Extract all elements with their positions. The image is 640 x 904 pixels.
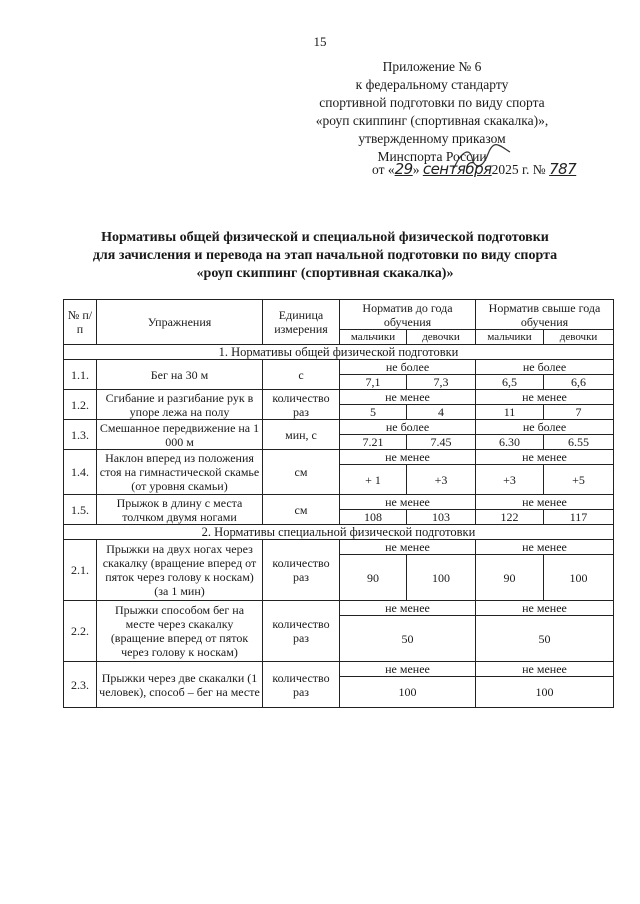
value-girls: 7.45 [407,435,476,450]
order-mid: » [412,162,420,177]
row-unit: количество раз [263,390,340,420]
row-exercise: Прыжки способом бег на месте через скакалку (вращение вперед от пяток через голову к носкам) [97,601,263,662]
row-num: 1.4. [64,450,97,495]
row-exercise: Бег на 30 м [97,360,263,390]
value-girls: 100 [407,555,476,601]
row-exercise: Прыжок в длину с места толчком двумя ногами [97,495,263,525]
row-condition: не менее [340,601,476,616]
value-boys: 108 [340,510,407,525]
row-num: 2.1. [64,540,97,601]
value-boys: 6,5 [476,375,544,390]
appendix-line: Приложение № 6 [382,59,482,74]
header-unit: Единица измерения [263,300,340,345]
row-condition: не менее [340,450,476,465]
row-num: 2.2. [64,601,97,662]
row-num: 2.3. [64,662,97,708]
row-condition: не более [476,360,614,375]
page-number: 15 [313,34,327,49]
row-condition: не менее [476,495,614,510]
appendix-line: к федеральному стандарту [355,77,509,92]
value-girls: 117 [544,510,614,525]
row-condition: не менее [340,540,476,555]
norms-table [63,299,614,708]
section-title: 2. Нормативы специальной физической подготовки [64,525,614,540]
value-girls: 100 [544,555,614,601]
order-month: сентября [422,160,492,178]
row-condition: не менее [476,540,614,555]
row-unit: количество раз [263,662,340,708]
row-num: 1.5. [64,495,97,525]
value-boys: + 1 [340,465,407,495]
value-girls: +3 [407,465,476,495]
value-girls: 103 [407,510,476,525]
row-unit: см [263,450,340,495]
order-day: 29 [394,160,413,178]
header-girls: девочки [544,330,614,345]
value-combined: 50 [476,616,614,662]
order-number: 787 [549,160,577,178]
value-combined: 50 [340,616,476,662]
title-line: «роуп скиппинг (спортивная скакалка)» [196,266,454,281]
header-girls: девочки [407,330,476,345]
value-girls: 6,6 [544,375,614,390]
value-boys: 7.21 [340,435,407,450]
row-exercise: Прыжки через две скакалки (1 человек), способ – бег на месте [97,662,263,708]
row-unit: см [263,495,340,525]
order-prefix: от « [372,162,395,177]
appendix-line: спортивной подготовки по виду спорта [319,95,545,110]
value-boys: 5 [340,405,407,420]
appendix-line: «роуп скиппинг (спортивная скакалка)», [315,113,549,128]
row-condition: не менее [476,450,614,465]
row-condition: не менее [476,662,614,677]
appendix-line: утвержденному приказом [358,131,506,146]
value-girls: 7 [544,405,614,420]
value-boys: +3 [476,465,544,495]
title-line: Нормативы общей физической и специальной физической подготовки [101,230,549,245]
row-exercise: Сгибание и разгибание рук в упоре лежа на полу [97,390,263,420]
header-group-first-year: Норматив до года обучения [340,300,476,330]
row-condition: не менее [340,390,476,405]
header-num: № п/п [64,300,97,345]
header-group-over-year: Норматив свыше года обучения [476,300,614,330]
row-condition: не более [476,420,614,435]
row-num: 1.3. [64,420,97,450]
row-condition: не менее [340,662,476,677]
row-num: 1.1. [64,360,97,390]
value-girls: 7,3 [407,375,476,390]
row-num: 1.2. [64,390,97,420]
value-combined: 100 [476,677,614,708]
signature-flourish [452,144,512,174]
value-boys: 11 [476,405,544,420]
row-unit: с [263,360,340,390]
row-exercise: Прыжки на двух ногах через скакалку (вращение вперед от пяток через голову к носкам) (за 1 мин) [97,540,263,601]
document-title [70,229,580,283]
value-girls: +5 [544,465,614,495]
value-combined: 100 [340,677,476,708]
title-line: для зачисления и перевода на этап начальной подготовки по виду спорта [92,248,558,263]
row-condition: не более [340,360,476,375]
value-boys: 90 [340,555,407,601]
appendix-header [282,58,582,166]
section-title: 1. Нормативы общей физической подготовки [64,345,614,360]
value-boys: 90 [476,555,544,601]
header-boys: мальчики [340,330,407,345]
header-exercise: Упражнения [97,300,263,345]
row-condition: не менее [476,601,614,616]
value-boys: 6.30 [476,435,544,450]
value-girls: 6.55 [544,435,614,450]
value-boys: 7,1 [340,375,407,390]
row-condition: не менее [340,495,476,510]
value-boys: 122 [476,510,544,525]
value-girls: 4 [407,405,476,420]
row-exercise: Смешанное передвижение на 1 000 м [97,420,263,450]
row-unit: количество раз [263,540,340,601]
row-unit: мин, с [263,420,340,450]
row-unit: количество раз [263,601,340,662]
row-condition: не менее [476,390,614,405]
row-condition: не более [340,420,476,435]
header-boys: мальчики [476,330,544,345]
row-exercise: Наклон вперед из положения стоя на гимнастической скамье (от уровня скамьи) [97,450,263,495]
appendix-line: Минспорта России [377,149,487,164]
order-year: 2025 г. № [491,162,546,177]
